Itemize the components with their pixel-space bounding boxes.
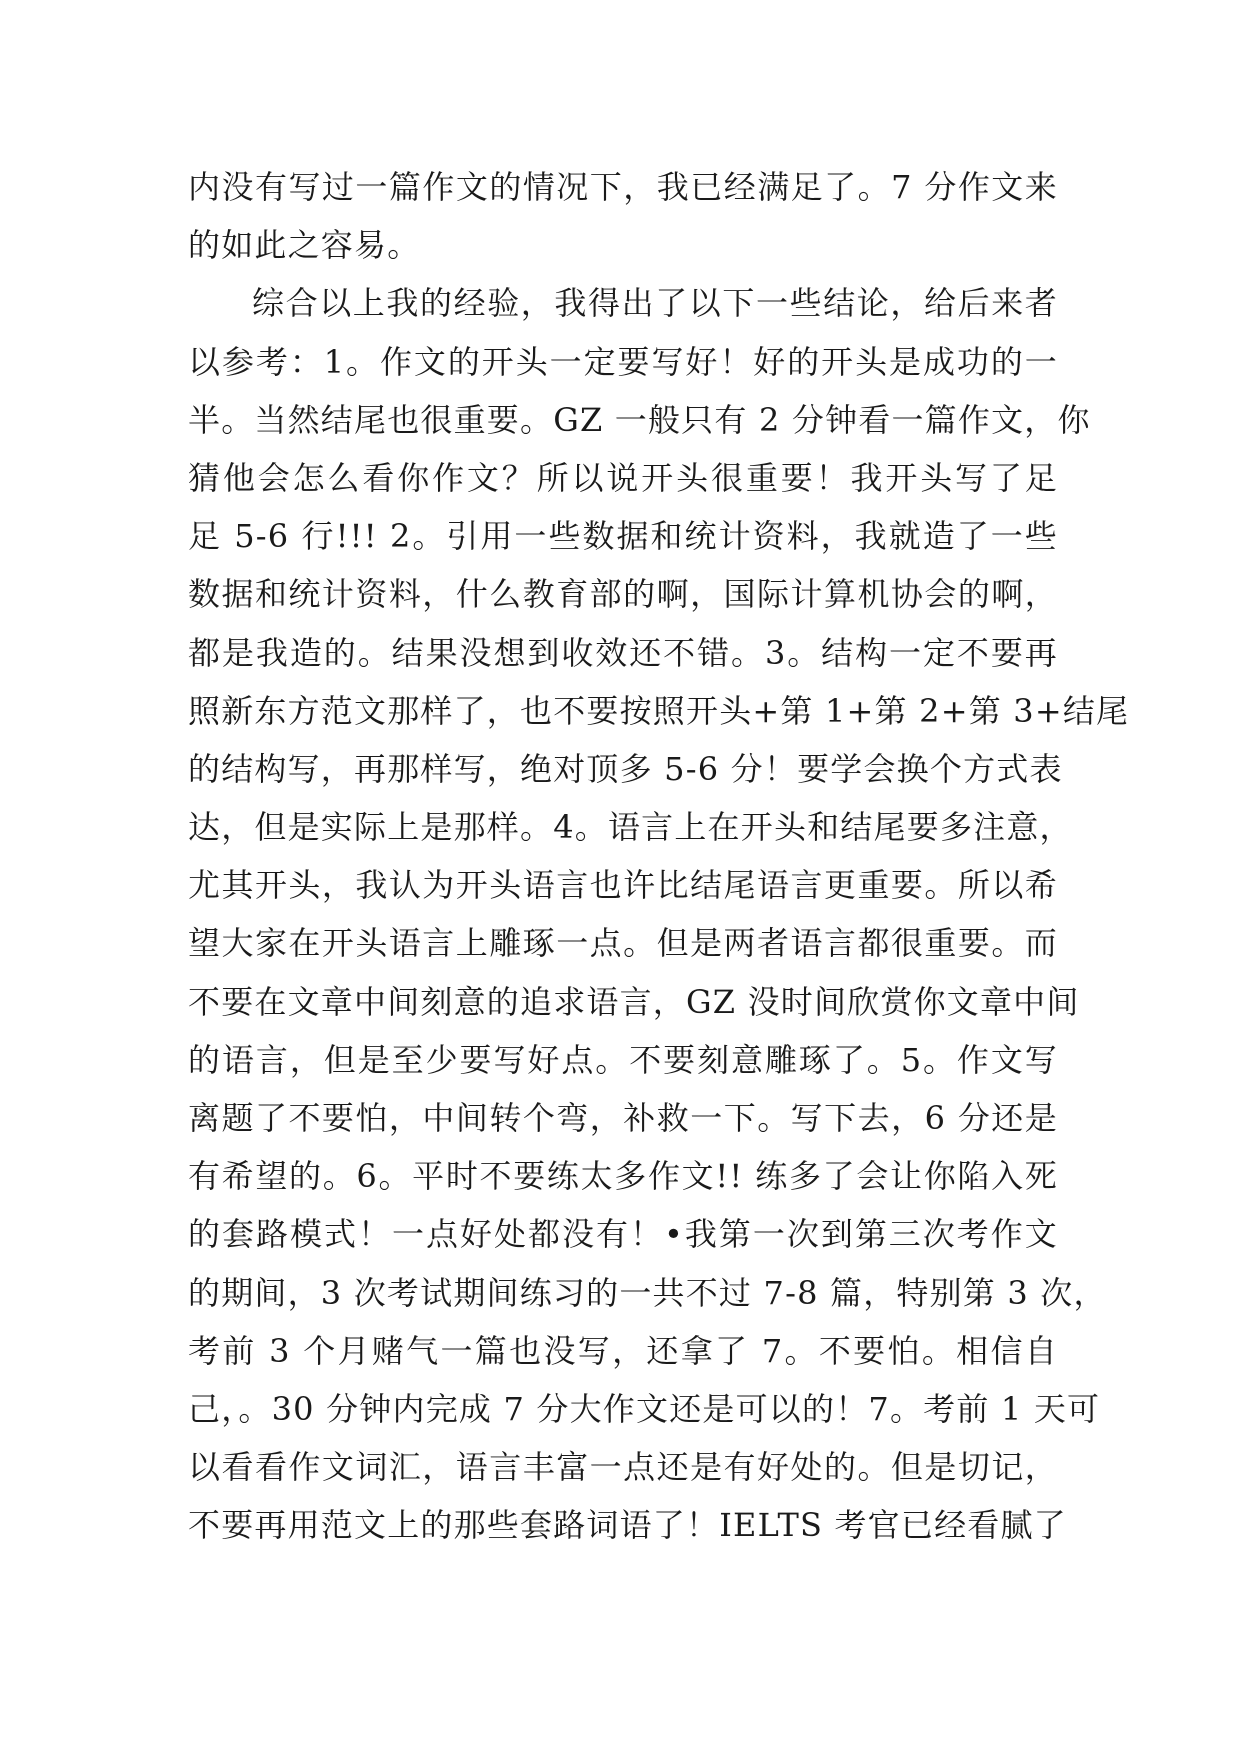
text-line: 内没有写过一篇作文的情况下，我已经满足了。7 分作文来 — [188, 168, 1058, 206]
text-line: 的期间，3 次考试期间练习的一共不过 7-8 篇，特别第 3 次， — [188, 1273, 1107, 1312]
text-line: 达，但是实际上是那样。4。语言上在开头和结尾要多注意， — [188, 808, 1073, 847]
text-line: 考前 3 个月赌气一篇也没写，还拿了 7。不要怕。相信自 — [188, 1331, 1058, 1370]
paragraph-first-line: 综合以上我的经验，我得出了以下一些结论，给后来者 — [252, 284, 1058, 323]
text-line: 不要在文章中间刻意的追求语言，GZ 没时间欣赏你文章中间 — [188, 982, 1080, 1021]
text-line: 的套路模式！一点好处都没有！•我第一次到第三次考作文 — [188, 1215, 1058, 1254]
text-line: 不要再用范文上的那些套路词语了！IELTS 考官已经看腻了 — [188, 1506, 1067, 1545]
text-line: 照新东方范文那样了，也不要按照开头+第 1+第 2+第 3+结尾 — [188, 691, 1130, 730]
text-line: 己，。30 分钟内完成 7 分大作文还是可以的！7。考前 1 天可 — [188, 1389, 1101, 1428]
text-line: 数据和统计资料，什么教育部的啊，国际计算机协会的啊， — [188, 575, 1058, 614]
text-line: 的结构写，再那样写，绝对顶多 5-6 分！要学会换个方式表 — [188, 749, 1063, 788]
text-line: 离题了不要怕，中间转个弯，补救一下。写下去，6 分还是 — [188, 1099, 1058, 1137]
text-line: 以参考：1。作文的开头一定要写好！好的开头是成功的一 — [188, 342, 1058, 381]
text-line: 足 5-6 行!!! 2。引用一些数据和统计资料，我就造了一些 — [188, 517, 1058, 556]
text-line: 以看看作文词汇，语言丰富一点还是有好处的。但是切记， — [188, 1448, 1058, 1487]
text-line: 的语言，但是至少要写好点。不要刻意雕琢了。5。作文写 — [188, 1040, 1058, 1079]
text-line: 半。当然结尾也很重要。GZ 一般只有 2 分钟看一篇作文，你 — [188, 400, 1091, 439]
text-line: 的如此之容易。 — [188, 226, 421, 265]
text-line: 有希望的。6。平时不要练太多作文!! 练多了会让你陷入死 — [188, 1157, 1058, 1196]
text-line: 望大家在开头语言上雕琢一点。但是两者语言都很重要。而 — [188, 924, 1058, 963]
text-line: 都是我造的。结果没想到收效还不错。3。结构一定不要再 — [188, 633, 1058, 672]
text-line: 猜他会怎么看你作文？所以说开头很重要！我开头写了足 — [188, 458, 1058, 497]
body-text — [188, 158, 1130, 1555]
text-line: 尤其开头，我认为开头语言也许比结尾语言更重要。所以希 — [188, 866, 1058, 905]
